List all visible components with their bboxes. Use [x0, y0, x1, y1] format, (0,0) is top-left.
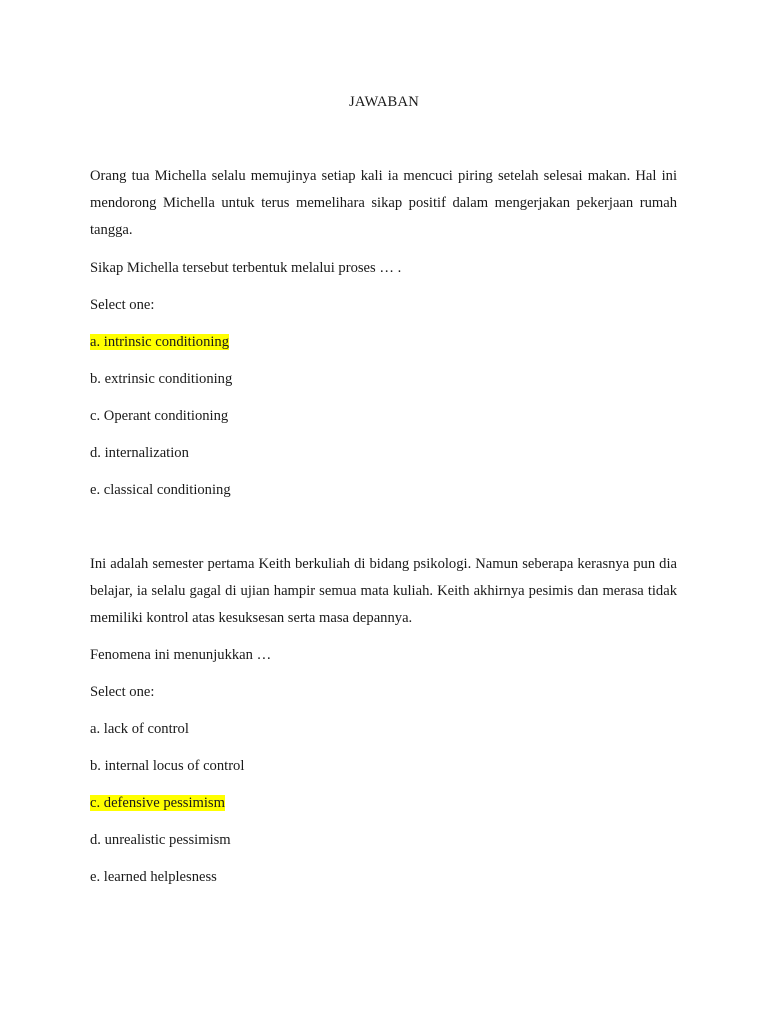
question-2-text: Ini adalah semester pertama Keith berkuliah di bidang psikologi. Namun seberapa kerasnya pun dia belajar, ia selalu gagal di ujian hampir semua mata kuliah. Keith akhirnya pesimis dan merasa tidak memiliki kontrol atas kesuksesan serta masa depannya. — [90, 556, 677, 626]
question-1-text: Orang tua Michella selalu memujinya setiap kali ia mencuci piring setelah selesai makan. Hal ini mendorong Michella untuk terus memelihara sikap positif dalam mengerjakan pekerjaan rumah tangga. — [90, 168, 677, 238]
question-2-option-a: a. lack of control — [90, 721, 189, 737]
question-1-option-c: c. Operant conditioning — [90, 408, 229, 424]
question-1-option-d: d. internalization — [90, 445, 189, 461]
question-2-option-c — [90, 794, 225, 812]
question-2-prompt: Fenomena ini menunjukkan … — [90, 647, 272, 663]
question-1-select-label: Select one: — [90, 297, 155, 313]
highlighted-answer: a. intrinsic conditioning — [90, 334, 230, 350]
question-2-option-b: b. internal locus of control — [90, 758, 245, 774]
question-1-option-e: e. classical conditioning — [90, 482, 231, 498]
question-2-option-e: e. learned helplesness — [90, 869, 217, 885]
highlighted-answer: c. defensive pessimism — [90, 795, 225, 811]
document-title: JAWABAN — [349, 94, 419, 110]
question-1-option-a — [90, 333, 229, 351]
question-2-option-d: d. unrealistic pessimism — [90, 832, 231, 848]
question-1-prompt: Sikap Michella tersebut terbentuk melalui proses … . — [90, 260, 402, 276]
question-2-select-label: Select one: — [90, 684, 155, 700]
question-1-option-b: b. extrinsic conditioning — [90, 371, 233, 387]
